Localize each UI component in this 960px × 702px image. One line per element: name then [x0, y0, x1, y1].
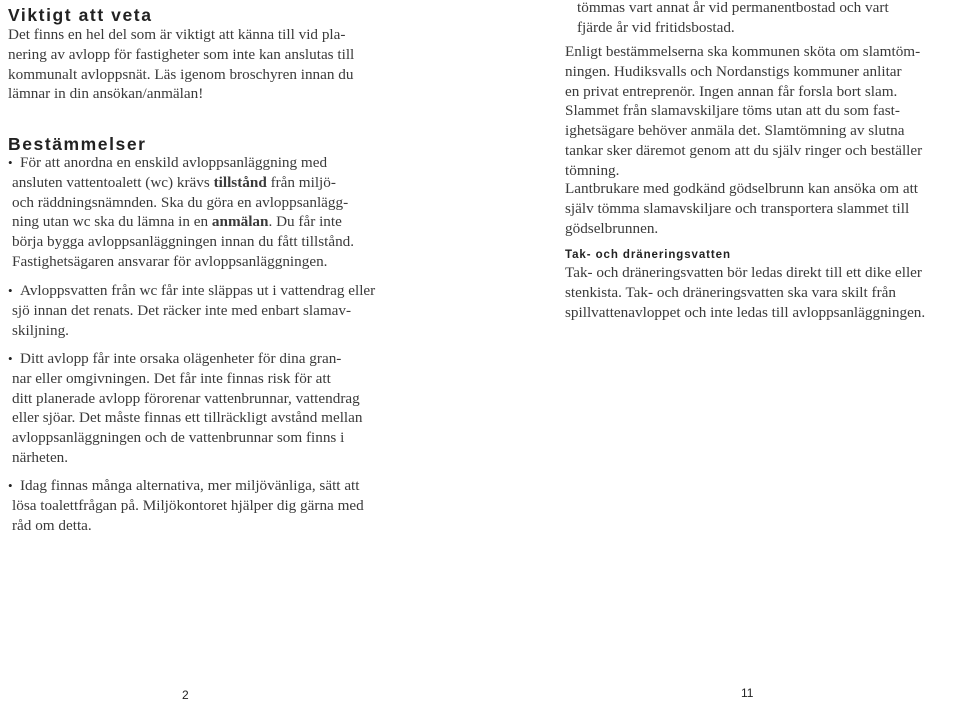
paragraph-line: Tak- och dräneringsvatten bör ledas direkt till ett dike eller: [565, 264, 922, 281]
rules-bullet-nuisance: [8, 349, 362, 468]
bullet-marker: •: [8, 155, 13, 170]
permit-emphasis: tillstånd: [213, 173, 267, 191]
rules-bullet-wastewater: [8, 281, 375, 340]
paragraph-line: tömning.: [565, 161, 620, 179]
intro-line: Det finns en hel del som är viktigt att känna till vid pla-: [8, 26, 346, 43]
bullet-line: Ditt avlopp får inte orsaka olägenheter för dina gran-: [20, 350, 342, 367]
bullet-line: Idag finnas många alternativa, mer miljövänliga, sätt att: [20, 477, 360, 494]
paragraph-line: Lantbrukare med godkänd gödselbrunn kan ansöka om att: [565, 180, 919, 197]
bullet-marker: •: [8, 283, 13, 298]
bullet-marker: •: [8, 478, 13, 493]
intro-line: kommunalt avloppsnät. Läs igenom broschyren innan du: [8, 65, 354, 83]
paragraph-line: själv tömma slamavskiljare och transportera slammet till: [565, 199, 910, 217]
paragraph-line: spillvattenavloppet och inte ledas till avloppsanläggningen.: [565, 303, 926, 321]
paragraph-line: tankar sker däremot genom att du själv ringer och beställer: [565, 141, 923, 159]
rules-bullet-permit: [8, 153, 354, 272]
intro-line: nering av avlopp för fastigheter som inte kan anslutas till: [8, 45, 355, 63]
paragraph-line: fjärde år vid fritidsbostad.: [577, 18, 735, 36]
bullet-line: ning utan wc ska du lämna in en anmälan. Du får inte: [12, 213, 342, 231]
sludge-rules-paragraph: [565, 42, 922, 181]
sludge-interval-paragraph: [577, 0, 889, 38]
paragraph-line: Slammet från slamavskiljare töms utan att du som fast-: [565, 102, 900, 120]
bullet-line: närheten.: [12, 448, 69, 466]
left-page-number: 2: [182, 688, 189, 702]
bullet-line: börja bygga avloppsanläggningen innan du fått tillstånd.: [12, 233, 355, 251]
paragraph-line: ningen. Hudiksvalls och Nordanstigs kommuner anlitar: [565, 62, 902, 80]
notification-emphasis: anmälan: [211, 213, 269, 231]
intro-paragraph: [8, 25, 354, 104]
bullet-line: eller sjöar. Det måste finnas ett tillräckligt avstånd mellan: [12, 409, 363, 427]
farmers-paragraph: [565, 179, 918, 238]
right-page-number: 11: [741, 686, 754, 700]
paragraph-line: stenkista. Tak- och dräneringsvatten ska vara skilt från: [565, 283, 896, 301]
paragraph-line: tömmas vart annat år vid permanentbostad och vart: [577, 0, 889, 16]
bullet-line: lösa toalettfrågan på. Miljökontoret hjälper dig gärna med: [12, 496, 364, 514]
bullet-line: sjö innan det renats. Det räcker inte med enbart slamav-: [12, 301, 352, 319]
bullet-line: ditt planerade avlopp förorenar vattenbrunnar, vattendrag: [12, 389, 360, 407]
bullet-line: ansluten vattentoalett (wc) krävs tillstånd från miljö-: [12, 173, 336, 191]
paragraph-line: Enligt bestämmelserna ska kommunen sköta om slamtöm-: [565, 43, 921, 60]
paragraph-line: en privat entreprenör. Ingen annan får forsla bort slam.: [565, 82, 898, 100]
bullet-line: och räddningsnämnden. Ska du göra en avloppsanlägg-: [12, 193, 349, 211]
paragraph-line: gödselbrunnen.: [565, 219, 659, 237]
rules-bullet-alternatives: [8, 476, 364, 535]
drainage-heading: Tak- och dräneringsvatten: [565, 249, 731, 261]
rules-heading: Bestämmelser: [8, 134, 147, 154]
intro-heading: Viktigt att veta: [8, 5, 153, 25]
bullet-line: råd om detta.: [12, 516, 92, 534]
paragraph-line: ighetsägare behöver anmäla det. Slamtömning av slutna: [565, 122, 905, 140]
bullet-marker: •: [8, 351, 13, 366]
bullet-line: Avloppsvatten från wc får inte släppas ut i vattendrag eller: [20, 282, 376, 299]
intro-line: lämnar in din ansökan/anmälan!: [8, 85, 204, 103]
bullet-line: Fastighetsägaren ansvarar för avloppsanläggningen.: [12, 252, 328, 270]
bullet-line: skiljning.: [12, 321, 69, 339]
bullet-line: avloppsanläggningen och de vattenbrunnar som finns i: [12, 429, 345, 447]
bullet-line: För att anordna en enskild avloppsanläggning med: [20, 154, 328, 171]
drainage-paragraph: [565, 263, 925, 322]
bullet-line: nar eller omgivningen. Det får inte finnas risk för att: [12, 369, 331, 387]
